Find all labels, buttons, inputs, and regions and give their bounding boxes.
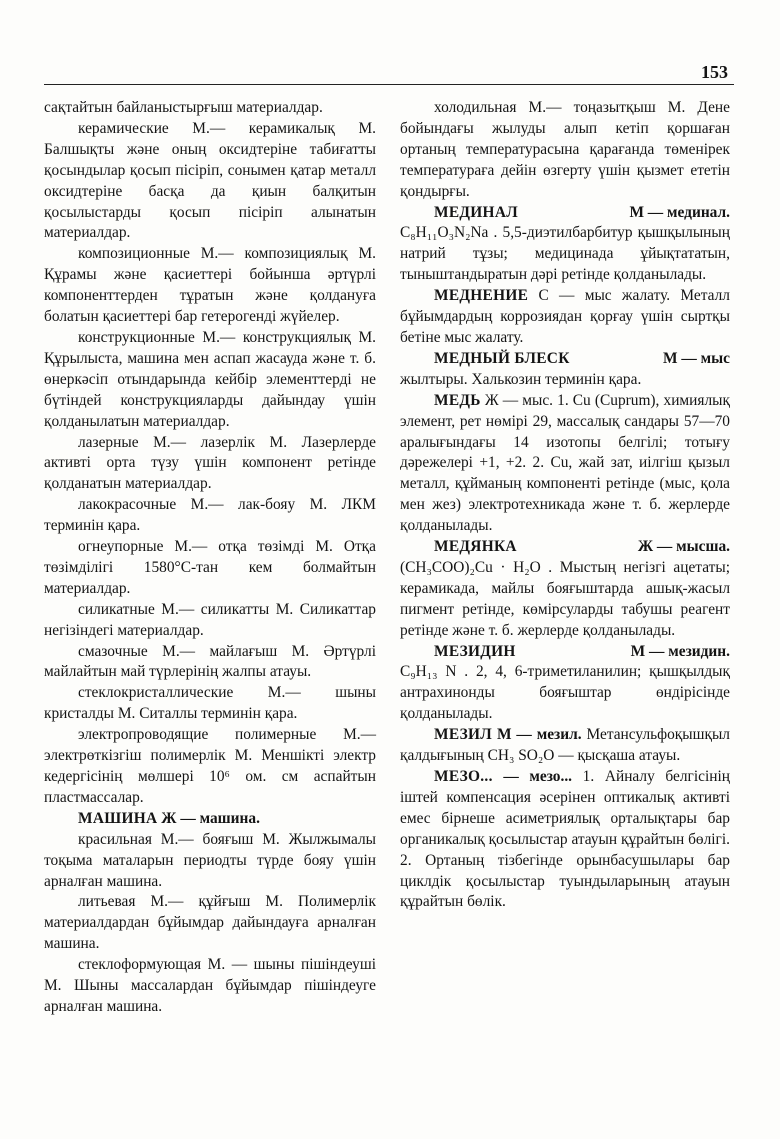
entry-headword: МЕЗИДИН [434, 642, 516, 660]
entry-body: 1. Айналу белгісінің іштей компенсация әсерінен оптикалық активті емес бірнеше асиметриялық орталықтары бар органикалық қосылыстар атауын құрайтын бөлігі. 2. Ортаның тізбегінде орынбасушылары бар циклдік қосылыстар туындыларының атауын құрайтын бөлік. [400, 768, 730, 911]
entry-text: композиционные М.— композициялық М. Құрамы және қасиеттері бойынша әртүрлі компоненттерден тұратын және қолдануға болатын қасиеттері бар гетерогенді жүйелер. [44, 245, 376, 326]
entry-body: Метансульфоқышқыл қалдығының CH₃ SO₂O — қысқаша атауы. [400, 726, 730, 765]
entry-text: холодильная М.— тоңазытқыш М. Дене бойындағы жылуды алып кетіп қоршаған ортаның температурасына қарағанда төменірек температураға дейін өзгерту үшін қызмет ететін қондырғы. [400, 99, 730, 200]
entry-text: сақтайтын байланыстырғыш материалдар. [44, 99, 323, 116]
entry-headword: МЕДЯНКА [434, 538, 517, 556]
entry-body: 1. Cu (Cuprum), химиялық элемент, рет нөмірі 29, массалық сандары 57—70 аралығындағы 14 изотопы белгілі; тотығу дәрежелері +1, +2. 2. Cu, жай зат, иілгіш қызыл металл, құйманың компоненті ретінде (мыс, қола мен жез) электротехникада және т. б. жерлерде қолданылады. [400, 391, 730, 535]
entry-translation: М — мезидин. [630, 642, 730, 660]
entry-headword: МЕЗИЛ [434, 726, 493, 744]
entry-translation: С — мыс жалату. [538, 287, 671, 305]
page-number: 153 [701, 62, 728, 82]
entry-headword: МАШИНА [78, 809, 158, 827]
entry-body: Металл бұйымдардың коррозиядан қорғау үшін сыртқы бетіне мыс жалату. [400, 287, 730, 346]
entry-translation: Ж — мысша. [637, 538, 730, 556]
entry-translation: Ж — мыс. [484, 391, 554, 409]
entry-text: стеклоформующая М. — шыны пішіндеуші М. Шыны массалардан бұйымдар пішіндеуге арналған машина. [44, 956, 376, 1015]
entry-headword: МЕДНЕНИЕ [434, 287, 529, 305]
entry-text: стеклокристаллические М.— шыны кристалды М. Ситаллы терминін қара. [44, 684, 376, 723]
entry-body: жылтыры. Халькозин терминін қара. [400, 370, 642, 388]
entry-headword: МЕДНЫЙ БЛЕСК [434, 349, 570, 367]
entry-text: огнеупорные М.— отқа төзімді М. Отқа төзімділігі 1580°С-тан кем болмайтын материалдар. [44, 538, 376, 597]
entry-heading-line [400, 349, 730, 370]
entry-inline [400, 767, 730, 913]
entry-headword: МЕДИНАЛ [434, 203, 519, 221]
entry-translation: М — мыс [663, 349, 730, 367]
entry-translation: Ж — машина. [161, 809, 260, 827]
entry-inline [400, 286, 730, 349]
entry-text: лакокрасочные М.— лак-бояу М. ЛКМ терминін қара. [44, 496, 376, 535]
header-rule [44, 84, 734, 85]
entry-heading-line [400, 203, 730, 224]
entry-text: смазочные М.— майлағыш М. Әртүрлі майлайтын май түрлерінің жалпы атауы. [44, 642, 376, 681]
entry-heading-line [400, 642, 730, 663]
right-column [400, 98, 730, 913]
entry-translation: М — мединал. [629, 203, 730, 221]
entry-headword: МЕДЬ [434, 391, 481, 409]
entry-inline [400, 725, 730, 767]
entry-inline [400, 391, 730, 537]
left-column [44, 98, 376, 1018]
entry-text: силикатные М.— силикатты М. Силикаттар негізіндегі материалдар. [44, 600, 376, 639]
entry-text: электропроводящие полимерные М.— электрөткізгіш полимерлік М. Меншікті электр кедергісінің мөлшері 10⁶ ом. см аспайтын пластмассалар. [44, 726, 376, 806]
entry-text: керамические М.— керамикалық М. Балшықты және оның оксидтеріне табиғатты қосындылар қосып пісіріп, сонымен қатар металл оксидтеріне басқа да қиын балқитын қосылыстарды қосып пісіріп алынатын материалдар. [44, 119, 376, 242]
entry-translation: — мезо... [503, 768, 573, 785]
entry-body: C₉H₁₃ N . 2, 4, 6-триметиланилин; қышқылдық антрахинонды бояғыштар өндірісінде қолданылады. [400, 663, 730, 723]
entry-text: красильная М.— бояғыш М. Жылжымалы тоқыма маталарын периодты түрде бояу үшін арналған машина. [44, 830, 376, 890]
entry-text: конструкционные М.— конструкциялық М. Құрылыста, машина мен аспап жасауда және т. б. өнеркәсіп отындарында кейбір элементтерді не бүтіндей конструкцияларды дайындау үшін қолданылатын материалдар. [44, 328, 376, 430]
entry-heading-line [44, 809, 376, 830]
entry-body: C₈H₁₁O₃N₂Na . 5,5-диэтилбарбитур қышқылының натрий тұзы; медицинада ұйықтататын, тыныштандыратын дәрі ретінде қолданылады. [400, 224, 730, 284]
entry-headword: МЕЗО... [434, 768, 493, 785]
entry-body: (CH₃COO)₂Cu · H₂O . Мыстың негізгі ацетаты; керамикада, майлы бояғыштарда ашық-жасыл пигмент ретінде, көмірсуларды табушы реагент ретінде және т. б. жерлерде қолданылады. [400, 558, 730, 639]
entry-text: лазерные М.— лазерлік М. Лазерлерде активті орта түзу үшін компонент ретінде қолданатын материалдар. [44, 433, 376, 493]
entry-text: литьевая М.— құйғыш М. Полимерлік материалдардан бұйымдар дайындауға арналған машина. [44, 893, 376, 953]
entry-translation: М — мезил. [496, 726, 582, 744]
entry-heading-line [400, 537, 730, 558]
